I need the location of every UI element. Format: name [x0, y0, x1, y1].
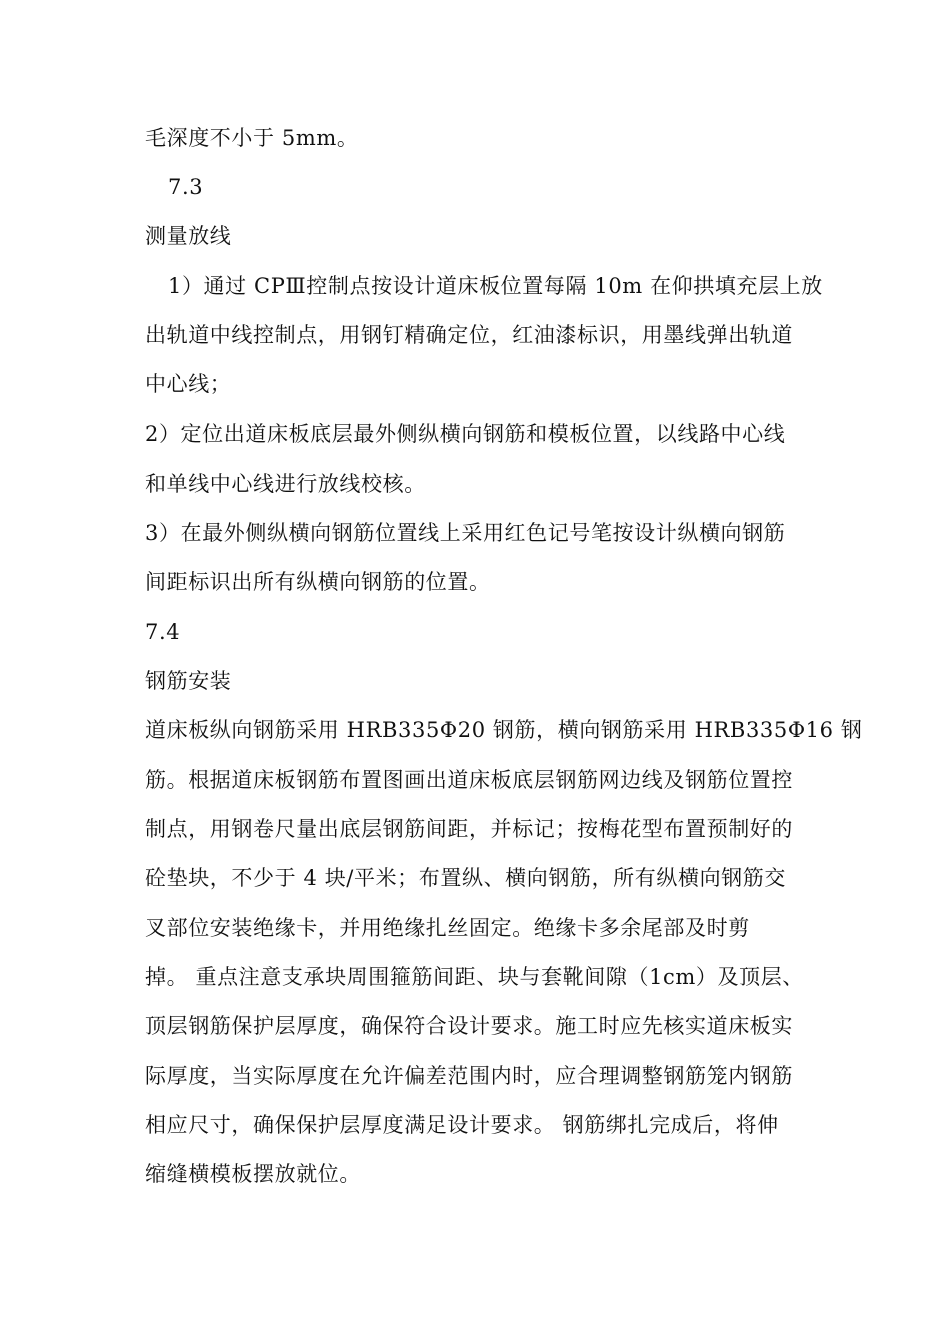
text-line: 3）在最外侧纵横向钢筋位置线上采用红色记号笔按设计纵横向钢筋 — [145, 521, 786, 545]
text-line: 出轨道中线控制点，用钢钉精确定位，红油漆标识，用墨线弹出轨道 — [145, 323, 793, 347]
text-line: 砼垫块，不少于 4 块/平米；布置纵、横向钢筋，所有纵横向钢筋交 — [145, 866, 786, 890]
text-line: 制点，用钢卷尺量出底层钢筋间距，并标记；按梅花型布置预制好的 — [145, 817, 793, 841]
text-line: 和单线中心线进行放线校核。 — [145, 472, 426, 496]
text-line: 际厚度，当实际厚度在允许偏差范围内时，应合理调整钢筋笼内钢筋 — [145, 1064, 793, 1088]
text-line: 中心线； — [145, 372, 232, 396]
text-line: 顶层钢筋保护层厚度，确保符合设计要求。施工时应先核实道床板实 — [145, 1014, 793, 1038]
section-heading: 测量放线 — [145, 224, 232, 248]
text-line: 间距标识出所有纵横向钢筋的位置。 — [145, 570, 491, 594]
text-line: 毛深度不小于 5mm。 — [145, 126, 359, 150]
text-line: 筋。根据道床板钢筋布置图画出道床板底层钢筋网边线及钢筋位置控 — [145, 768, 793, 792]
text-line: 掉。 重点注意支承块周围箍筋间距、块与套靴间隙（1cm）及顶层、 — [145, 965, 804, 989]
text-line: 道床板纵向钢筋采用 HRB335Φ20 钢筋，横向钢筋采用 HRB335Φ16 钢 — [145, 718, 863, 742]
text-line: 相应尺寸，确保保护层厚度满足设计要求。 钢筋绑扎完成后，将伸 — [145, 1113, 779, 1137]
text-line: 叉部位安装绝缘卡，并用绝缘扎丝固定。绝缘卡多余尾部及时剪 — [145, 916, 750, 940]
text-line: 缩缝横模板摆放就位。 — [145, 1162, 361, 1186]
text-line: 1）通过 CPⅢ控制点按设计道床板位置每隔 10m 在仰拱填充层上放 — [168, 274, 823, 298]
text-line: 2）定位出道床板底层最外侧纵横向钢筋和模板位置，以线路中心线 — [145, 422, 786, 446]
section-number: 7.4 — [145, 620, 181, 644]
section-heading: 钢筋安装 — [145, 669, 232, 693]
section-number: 7.3 — [168, 175, 204, 199]
